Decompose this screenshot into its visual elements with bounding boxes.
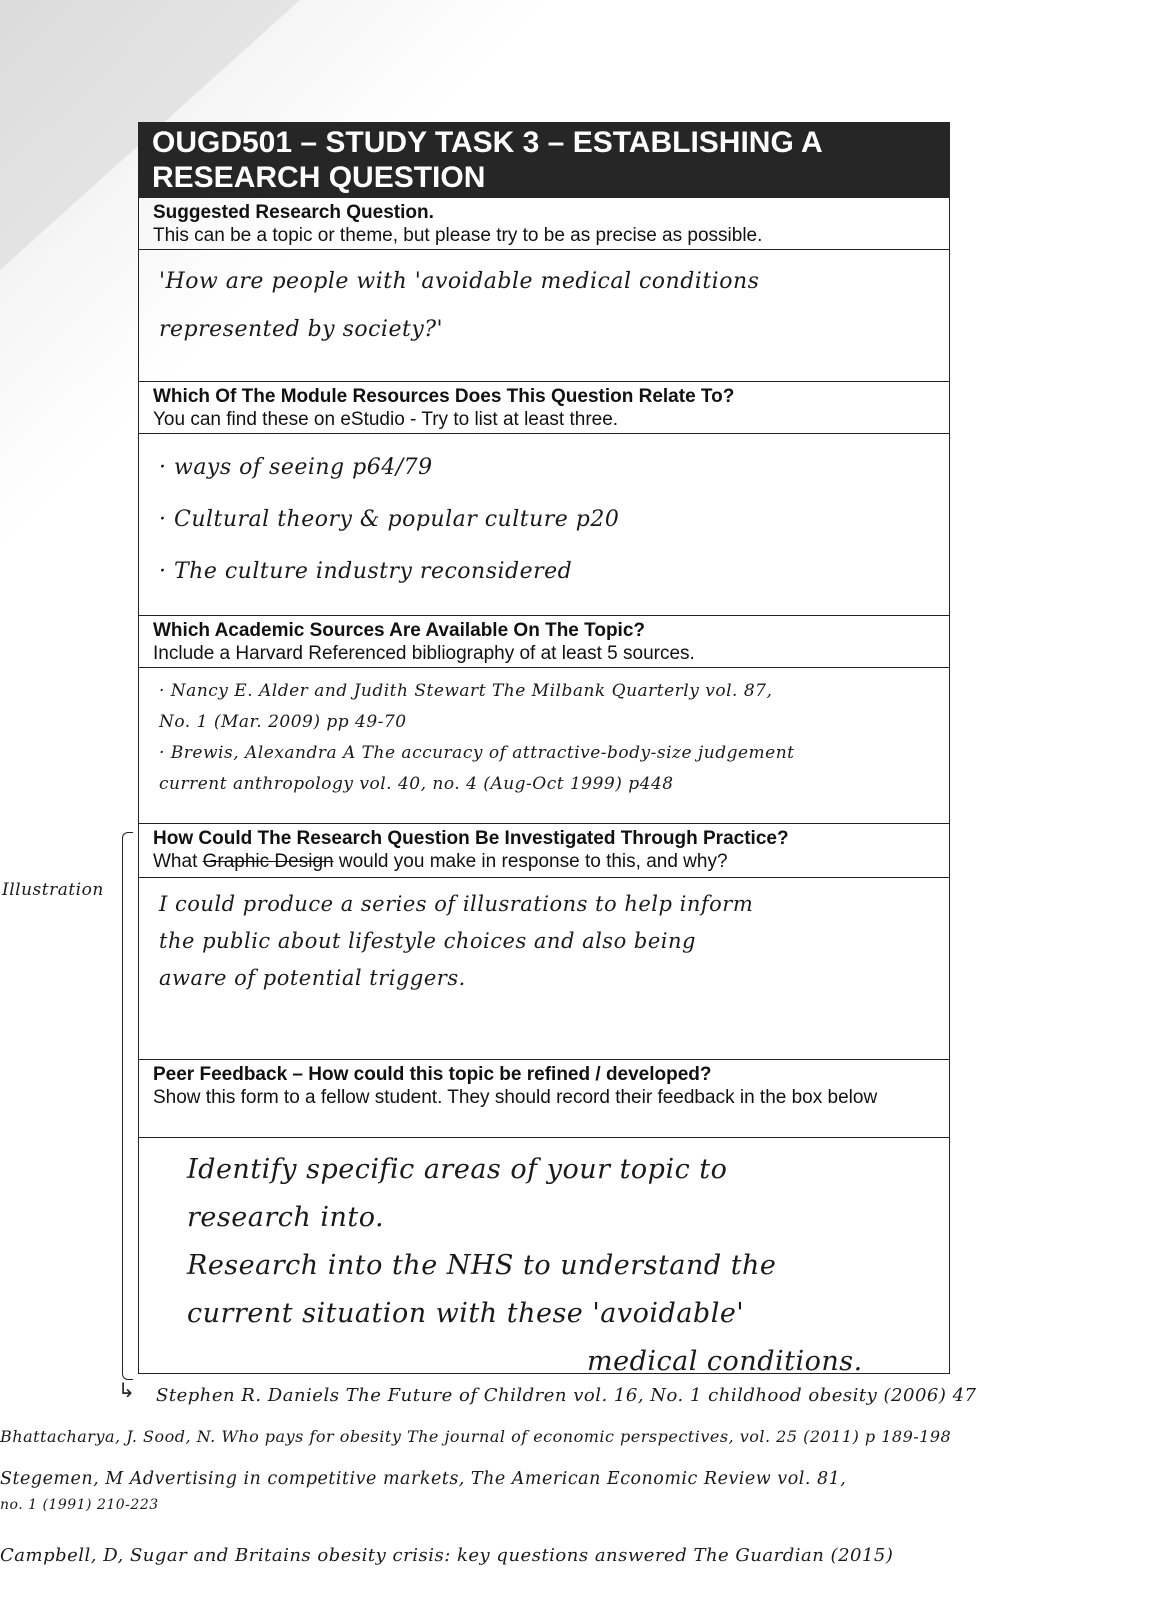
hint-prefix: What [153, 851, 203, 872]
section-hint: You can find these on eStudio - Try to list at least three. [153, 409, 619, 430]
handwritten-line: current anthropology vol. 40, no. 4 (Aug-Oct 1999) p448 [159, 774, 674, 794]
handwritten-line: 'How are people with 'avoidable medical conditions [159, 269, 760, 294]
handwritten-line: I could produce a series of illusrations to help inform [159, 892, 754, 916]
handwritten-line: Identify specific areas of your topic to [187, 1154, 728, 1185]
practice-answer-box [138, 878, 950, 1060]
section-practice-header [138, 824, 950, 878]
handwritten-line: the public about lifestyle choices and also being [159, 929, 696, 953]
handwritten-line: · The culture industry reconsidered [159, 559, 573, 584]
handwritten-line: aware of potential triggers. [159, 966, 466, 990]
handwritten-line: medical conditions. [587, 1346, 863, 1377]
handwritten-line: No. 1 (Mar. 2009) pp 49-70 [159, 712, 407, 732]
section-hint [153, 850, 937, 873]
form-title: OUGD501 – STUDY TASK 3 – ESTABLISHING A RESEARCH QUESTION [138, 122, 950, 198]
struck-text: Graphic Design [202, 851, 334, 872]
section-heading: Which Of The Module Resources Does This Question Relate To? [153, 386, 735, 407]
section-heading: How Could The Research Question Be Investigated Through Practice? [153, 828, 789, 849]
section-module-resources-header [138, 382, 950, 434]
margin-bracket [122, 832, 133, 1380]
handwritten-line: research into. [187, 1202, 385, 1233]
study-task-form [138, 122, 950, 1377]
bibliography-entry: Bhattacharya, J. Sood, N. Who pays for obesity The journal of economic perspectives, vol. 25 (2011) p 189-198 [0, 1427, 952, 1446]
section-research-question-header [138, 198, 950, 250]
bibliography-entry: Stegemen, M Advertising in competitive markets, The American Economic Review vol. 81, [0, 1469, 847, 1489]
academic-sources-answer-box [138, 668, 950, 824]
bibliography-entry: Campbell, D, Sugar and Britains obesity crisis: key questions answered The Guardian (2015) [0, 1545, 894, 1566]
hint-suffix: would you make in response to this, and why? [333, 851, 728, 872]
handwritten-line: · Brewis, Alexandra A The accuracy of attractive-body-size judgement [159, 743, 795, 763]
module-resources-answer-box [138, 434, 950, 616]
section-heading: Which Academic Sources Are Available On The Topic? [153, 620, 646, 641]
margin-note-illustration: Illustration [2, 880, 104, 900]
handwritten-line: · Nancy E. Alder and Judith Stewart The Milbank Quarterly vol. 87, [159, 681, 773, 701]
bibliography-entry: no. 1 (1991) 210-223 [0, 1497, 159, 1513]
section-academic-sources-header [138, 616, 950, 668]
section-heading: Suggested Research Question. [153, 202, 434, 223]
handwritten-line: represented by society?' [159, 317, 444, 342]
section-peer-feedback-header [138, 1060, 950, 1138]
research-question-answer-box [138, 250, 950, 382]
bibliography-entry: Stephen R. Daniels The Future of Children vol. 16, No. 1 childhood obesity (2006) 47 [156, 1385, 977, 1406]
handwritten-line: · ways of seeing p64/79 [159, 455, 433, 480]
section-hint: This can be a topic or theme, but please try to be as precise as possible. [153, 225, 763, 246]
peer-feedback-answer-box [138, 1138, 950, 1377]
section-hint: Include a Harvard Referenced bibliography of at least 5 sources. [153, 643, 695, 664]
arrow-icon: ↳ [118, 1378, 135, 1402]
section-hint: Show this form to a fellow student. They should record their feedback in the box below [153, 1087, 878, 1108]
section-heading: Peer Feedback – How could this topic be refined / developed? [153, 1064, 712, 1085]
handwritten-line: · Cultural theory & popular culture p20 [159, 507, 620, 532]
handwritten-line: current situation with these 'avoidable' [187, 1298, 745, 1329]
handwritten-line: Research into the NHS to understand the [187, 1250, 777, 1281]
